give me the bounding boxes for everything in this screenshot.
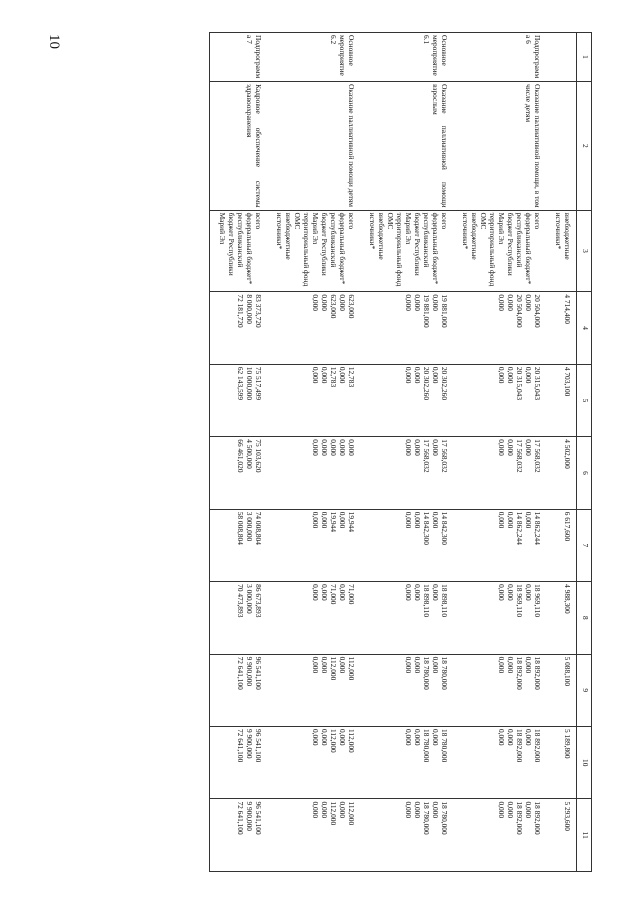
amount-value: 20 302,260: [422, 366, 431, 401]
amount-value: 0,000: [320, 511, 329, 529]
column-header: 8: [577, 582, 592, 654]
amount-value: 18 780,000: [422, 801, 431, 835]
column-header: 6: [577, 437, 592, 509]
amount-value: 0,000: [347, 439, 356, 456]
amount-value: 0,000: [506, 801, 515, 819]
amount-value: 70 473,893: [236, 584, 245, 618]
amount-value: 623,000: [329, 294, 338, 319]
column-header: 11: [577, 799, 592, 872]
header-row: [577, 33, 592, 872]
amount-value: 0,000: [506, 511, 515, 529]
amount-value: 18 969,110: [533, 584, 542, 618]
amount-value: 0,000: [311, 294, 320, 312]
amount-value: 8 000,000: [245, 294, 254, 324]
amount-value: 12,783: [329, 366, 338, 388]
amount-value: 58 008,804: [236, 511, 245, 545]
amount-value: 19 881,000: [440, 294, 449, 328]
amount-cell: [267, 727, 360, 799]
amount-cell: [453, 799, 546, 872]
funding-source-label: республиканский бюджет Республики Марий Эл: [311, 212, 338, 276]
rotated-table-container: [112, 32, 592, 872]
amount-value: 0,000: [338, 511, 347, 529]
amount-value: 0,000: [506, 584, 515, 601]
amount-value: 72 641,100: [236, 729, 245, 763]
amount-value: 0,000: [320, 584, 329, 601]
amount-value: 0,000: [506, 729, 515, 746]
amount-value: 0,000: [320, 439, 329, 456]
amount-value: 18 898,110: [422, 584, 431, 618]
amount-value: 112,000: [347, 656, 356, 681]
funding-source-cell: [267, 210, 360, 292]
funding-source-label: территориальный фонд ОМС: [479, 212, 497, 287]
table-body: [210, 33, 577, 872]
funding-source-label: внебюджетные источники*: [275, 212, 293, 260]
amount-cell: [267, 799, 360, 872]
amount-cell: [210, 292, 268, 364]
amount-value: 0,000: [338, 439, 347, 456]
amount-cell: [360, 654, 453, 726]
amount-value: 4 502,000: [563, 439, 572, 469]
amount-value: 0,000: [404, 584, 413, 601]
amount-cell: [210, 437, 268, 509]
amount-value: 20 504,000: [533, 294, 542, 328]
amount-value: 112,000: [347, 801, 356, 826]
amount-cell: [546, 727, 577, 799]
amount-value: 0,000: [413, 656, 422, 674]
amount-value: 0,000: [506, 439, 515, 456]
amount-value: 14 842,300: [440, 511, 449, 545]
amount-value: 0,000: [431, 729, 440, 746]
amount-value: 14 842,300: [422, 511, 431, 545]
amount-value: 18 892,000: [515, 656, 524, 690]
table-row: [360, 33, 453, 872]
amount-value: 112,000: [329, 801, 338, 826]
amount-value: 9 900,000: [245, 656, 254, 687]
amount-cell: [210, 582, 268, 654]
amount-value: 0,000: [404, 439, 413, 456]
amount-value: 9 900,000: [245, 801, 254, 831]
funding-source-label: внебюджетные источники*: [461, 212, 479, 260]
amount-cell: [360, 292, 453, 364]
amount-value: 96 541,100: [254, 656, 263, 690]
amount-value: 18 892,000: [533, 656, 542, 690]
amount-value: 18 780,000: [440, 801, 449, 835]
program-code-cell: Подпрограмма 7: [210, 33, 268, 82]
amount-value: 0,000: [311, 656, 320, 674]
amount-value: 0,000: [413, 511, 422, 529]
amount-cell: [360, 437, 453, 509]
amount-value: 0,000: [404, 366, 413, 384]
amount-value: 0,000: [413, 801, 422, 819]
funding-source-label: федеральный бюджет*: [245, 212, 254, 285]
amount-value: 0,000: [338, 366, 347, 384]
amount-value: 0,000: [320, 801, 329, 819]
amount-value: 0,000: [431, 294, 440, 312]
amount-value: 20 504,000: [515, 294, 524, 328]
amount-value: 0,000: [431, 439, 440, 456]
program-name-cell: Кадровое обеспечение системы здравоохранения: [210, 82, 268, 211]
amount-value: 18 780,000: [422, 656, 431, 690]
amount-value: 0,000: [506, 294, 515, 312]
amount-value: 0,000: [338, 584, 347, 601]
amount-value: 18 780,000: [440, 729, 449, 763]
table-row: [210, 33, 268, 872]
amount-value: 20 315,043: [533, 366, 542, 401]
amount-cell: [546, 582, 577, 654]
amount-value: 19,944: [347, 511, 356, 533]
amount-value: 10 000,000: [245, 366, 254, 401]
amount-cell: [453, 364, 546, 436]
amount-cell: [267, 292, 360, 364]
program-code-cell: [546, 33, 577, 82]
amount-cell: [267, 364, 360, 436]
amount-value: 96 541,100: [254, 801, 263, 835]
amount-value: 0,000: [311, 439, 320, 456]
program-name-cell: Оказание паллиативной помощи взрослым: [360, 82, 453, 211]
amount-value: 0,000: [329, 439, 338, 456]
amount-value: 18 780,000: [440, 656, 449, 690]
amount-value: 0,000: [497, 366, 506, 384]
amount-value: 0,000: [431, 656, 440, 674]
amount-value: 17 568,032: [533, 439, 542, 473]
amount-value: 71,000: [347, 584, 356, 605]
amount-value: 0,000: [497, 656, 506, 674]
amount-value: 5 189,800: [563, 729, 572, 759]
amount-value: 3 000,000: [245, 584, 254, 614]
amount-value: 12,783: [347, 366, 356, 388]
amount-value: 0,000: [524, 294, 533, 312]
column-header: 9: [577, 654, 592, 726]
amount-cell: [267, 509, 360, 581]
amount-value: 0,000: [497, 511, 506, 529]
funding-source-cell: [210, 210, 268, 292]
amount-cell: [210, 654, 268, 726]
amount-value: 0,000: [320, 656, 329, 674]
amount-value: 0,000: [338, 656, 347, 674]
amount-value: 0,000: [404, 511, 413, 529]
amount-value: 0,000: [413, 439, 422, 456]
amount-value: 18 969,110: [515, 584, 524, 618]
amount-cell: [360, 727, 453, 799]
amount-cell: [546, 509, 577, 581]
amount-value: 0,000: [431, 584, 440, 601]
amount-value: 0,000: [431, 366, 440, 384]
funding-source-label: федеральный бюджет*: [524, 212, 533, 285]
column-header: 1: [577, 33, 592, 82]
amount-value: 18 892,000: [533, 801, 542, 835]
amount-value: 5 293,600: [563, 801, 572, 831]
amount-value: 112,000: [329, 729, 338, 753]
amount-value: 5 088,100: [563, 656, 572, 687]
table-row: [267, 33, 360, 872]
amount-value: 96 541,100: [254, 729, 263, 763]
amount-value: 0,000: [320, 729, 329, 746]
program-code-cell: Основное мероприятие 6.1: [360, 33, 453, 82]
amount-cell: [210, 799, 268, 872]
amount-cell: [210, 364, 268, 436]
funding-source-label: федеральный бюджет*: [338, 212, 347, 285]
amount-value: 0,000: [338, 294, 347, 312]
amount-value: 72 181,720: [236, 294, 245, 328]
amount-cell: [453, 437, 546, 509]
amount-cell: [210, 727, 268, 799]
amount-value: 0,000: [497, 439, 506, 456]
amount-value: 3 000,000: [245, 511, 254, 542]
amount-value: 0,000: [311, 511, 320, 529]
amount-cell: [267, 582, 360, 654]
amount-value: 72 641,100: [236, 656, 245, 690]
amount-cell: [546, 364, 577, 436]
funding-source-label: федеральный бюджет*: [431, 212, 440, 285]
amount-cell: [453, 654, 546, 726]
amount-value: 4 714,400: [563, 294, 572, 324]
amount-value: 0,000: [404, 294, 413, 312]
amount-value: 0,000: [311, 801, 320, 819]
amount-cell: [453, 292, 546, 364]
program-name-cell: Оказание паллиативной помощи детям: [267, 82, 360, 211]
amount-cell: [546, 437, 577, 509]
column-header: 4: [577, 292, 592, 364]
amount-value: 623,000: [347, 294, 356, 319]
amount-value: 0,000: [311, 729, 320, 746]
amount-value: 112,000: [329, 656, 338, 681]
funding-source-label: республиканский бюджет Республики Марий Эл: [218, 212, 245, 276]
funding-source-label: внебюджетные источники*: [368, 212, 386, 260]
amount-value: 66 461,020: [236, 439, 245, 473]
amount-value: 0,000: [338, 729, 347, 746]
amount-cell: [360, 582, 453, 654]
amount-value: 14 862,244: [533, 511, 542, 545]
amount-value: 0,000: [524, 366, 533, 384]
amount-value: 9 900,000: [245, 729, 254, 759]
amount-value: 0,000: [524, 801, 533, 819]
amount-value: 20 302,260: [440, 366, 449, 401]
amount-value: 0,000: [311, 366, 320, 384]
amount-value: 18 892,000: [533, 729, 542, 763]
amount-value: 0,000: [320, 294, 329, 312]
amount-value: 74 008,804: [254, 511, 263, 545]
table-row: [546, 33, 577, 872]
amount-value: 0,000: [497, 294, 506, 312]
amount-value: 0,000: [413, 584, 422, 601]
amount-value: 83 373,720: [254, 294, 263, 328]
amount-value: 0,000: [404, 656, 413, 674]
amount-value: 75 103,620: [254, 439, 263, 473]
amount-value: 18 892,000: [515, 729, 524, 763]
funding-source-label: республиканский бюджет Республики Марий Эл: [404, 212, 431, 276]
amount-value: 0,000: [413, 294, 422, 312]
amount-value: 0,000: [311, 584, 320, 601]
amount-value: 0,000: [431, 801, 440, 819]
funding-source-label: территориальный фонд ОМС: [293, 212, 311, 287]
funding-source-label: внебюджетные источники*: [554, 212, 572, 260]
amount-value: 18 898,110: [440, 584, 449, 618]
amount-value: 0,000: [524, 584, 533, 601]
column-header: 7: [577, 509, 592, 581]
amount-cell: [546, 292, 577, 364]
table-row: [453, 33, 546, 872]
amount-cell: [210, 509, 268, 581]
funding-source-cell: [360, 210, 453, 292]
amount-value: 20 315,043: [515, 366, 524, 401]
program-name-cell: [546, 82, 577, 211]
amount-cell: [453, 509, 546, 581]
amount-value: 112,000: [347, 729, 356, 753]
amount-value: 0,000: [524, 511, 533, 529]
funding-source-label: территориальный фонд ОМС: [386, 212, 404, 287]
amount-value: 4 500,000: [245, 439, 254, 469]
amount-value: 17 568,032: [422, 439, 431, 473]
amount-value: 4 988,300: [563, 584, 572, 614]
funding-source-cell: [453, 210, 546, 292]
funding-source-label: всего: [254, 212, 263, 230]
page-number: 10: [46, 34, 62, 49]
amount-value: 18 780,000: [422, 729, 431, 763]
amount-value: 72 641,100: [236, 801, 245, 835]
funding-source-label: всего: [533, 212, 542, 230]
funding-source-label: всего: [347, 212, 356, 230]
amount-value: 17 568,032: [440, 439, 449, 473]
amount-cell: [546, 654, 577, 726]
budget-table: [209, 32, 592, 872]
column-header: 3: [577, 210, 592, 292]
amount-cell: [360, 364, 453, 436]
funding-source-label: республиканский бюджет Республики Марий Эл: [497, 212, 524, 276]
program-code-cell: Основное мероприятие 6.2: [267, 33, 360, 82]
amount-value: 14 862,244: [515, 511, 524, 545]
amount-value: 17 568,032: [515, 439, 524, 473]
amount-value: 0,000: [404, 801, 413, 819]
amount-value: 4 703,100: [563, 366, 572, 397]
amount-value: 18 892,000: [515, 801, 524, 835]
amount-value: 0,000: [497, 584, 506, 601]
column-header: 2: [577, 82, 592, 211]
amount-value: 71,000: [329, 584, 338, 605]
amount-value: 0,000: [320, 366, 329, 384]
amount-value: 6 617,600: [563, 511, 572, 542]
amount-cell: [267, 437, 360, 509]
amount-value: 0,000: [524, 729, 533, 746]
program-name-cell: Оказание паллиативной помощи, в том числе детям: [453, 82, 546, 211]
funding-source-label: всего: [440, 212, 449, 230]
program-code-cell: Подпрограмма 6: [453, 33, 546, 82]
amount-value: 75 517,499: [254, 366, 263, 401]
amount-value: 0,000: [524, 656, 533, 674]
amount-cell: [360, 509, 453, 581]
amount-cell: [267, 654, 360, 726]
amount-value: 0,000: [506, 656, 515, 674]
amount-cell: [360, 799, 453, 872]
amount-value: 0,000: [404, 729, 413, 746]
amount-value: 0,000: [413, 729, 422, 746]
amount-cell: [546, 799, 577, 872]
column-header: 10: [577, 727, 592, 799]
amount-value: 0,000: [506, 366, 515, 384]
amount-cell: [453, 727, 546, 799]
amount-value: 0,000: [338, 801, 347, 819]
amount-value: 19 881,000: [422, 294, 431, 328]
amount-value: 62 143,599: [236, 366, 245, 401]
amount-value: 0,000: [524, 439, 533, 456]
funding-source-cell: [546, 210, 577, 292]
amount-value: 86 673,893: [254, 584, 263, 618]
amount-cell: [453, 582, 546, 654]
amount-value: 0,000: [497, 729, 506, 746]
amount-value: 0,000: [497, 801, 506, 819]
amount-value: 0,000: [431, 511, 440, 529]
amount-value: 19,944: [329, 511, 338, 533]
column-header: 5: [577, 364, 592, 436]
amount-value: 0,000: [413, 366, 422, 384]
